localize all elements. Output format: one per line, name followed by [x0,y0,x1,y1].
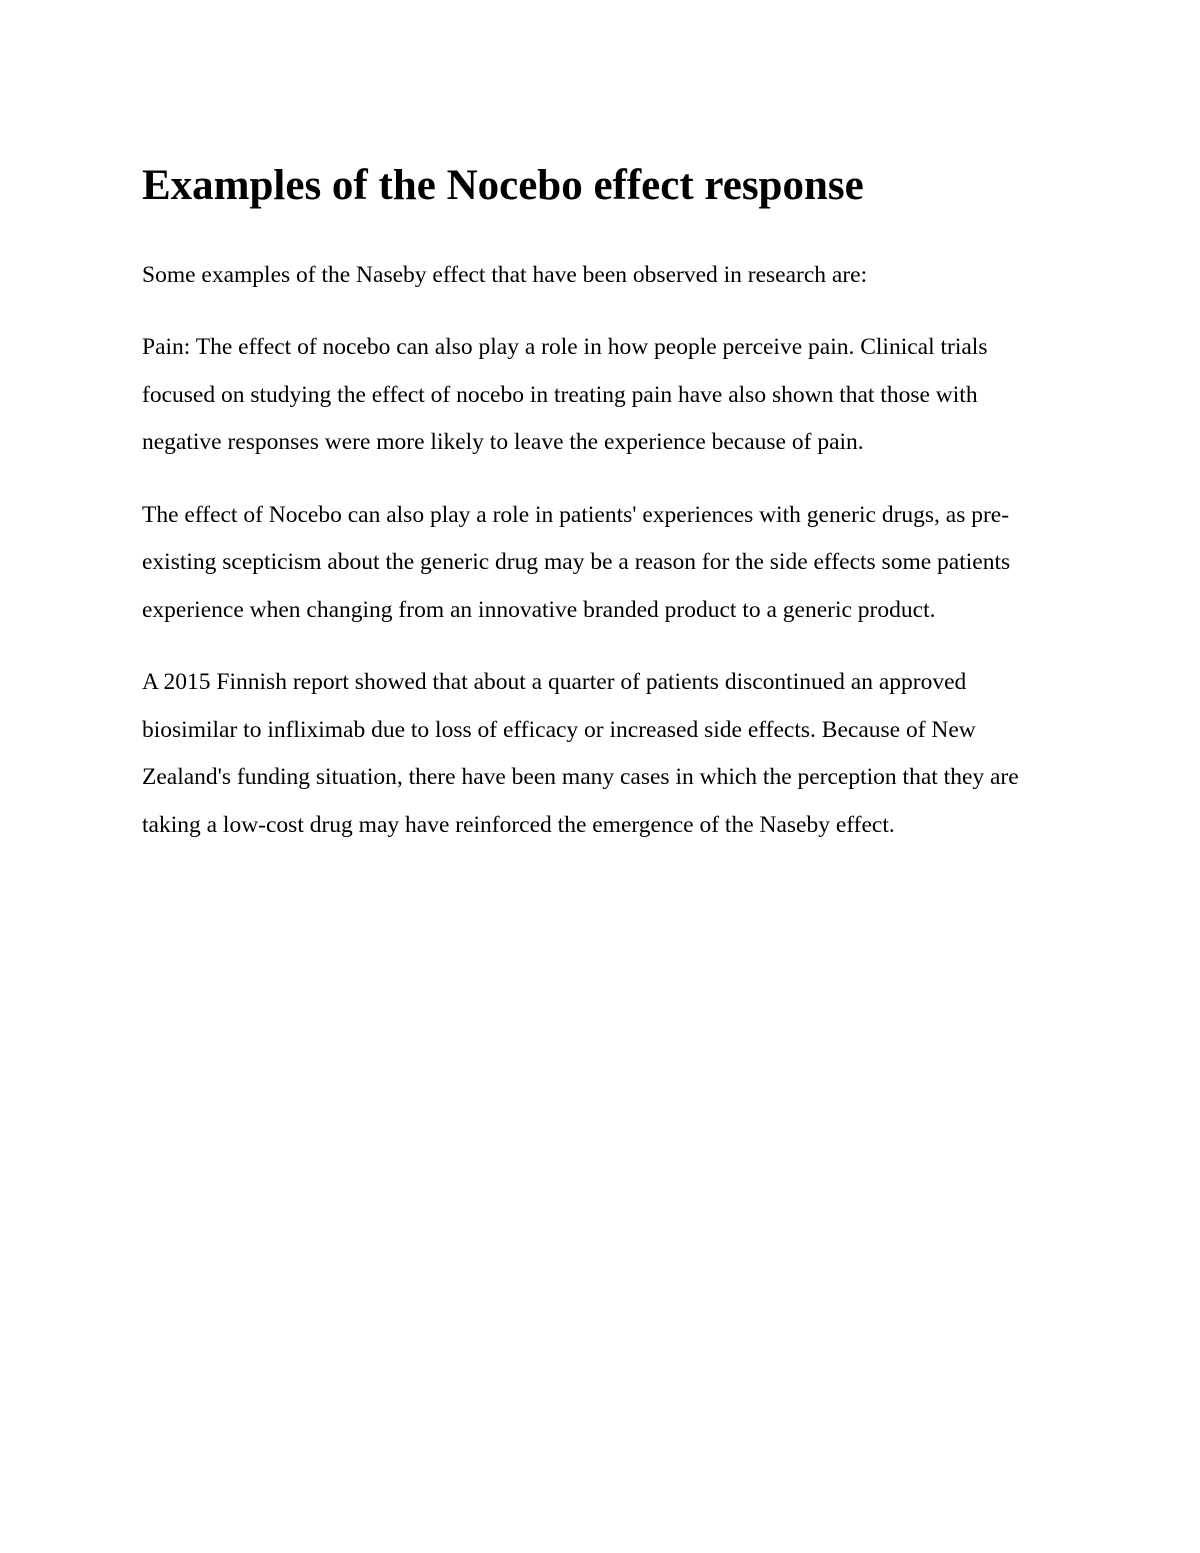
paragraph-intro: Some examples of the Naseby effect that have been observed in research are: [142,261,868,288]
paragraph-generic-drugs: The effect of Nocebo can also play a role in patients' experiences with generic drugs, as pre-existing scepticism about the generic drug may be a reason for the side effects some patients experience when changing from an innovative branded product to a generic product. [142,501,1011,623]
document-page [142,160,1062,874]
paragraph-finnish-report: A 2015 Finnish report showed that about a quarter of patients discontinued an approved biosimilar to infliximab due to loss of efficacy or increased side effects. Because of New Zealand's funding situation, there have been many cases in which the perception that they are taking a low-cost drug may have reinforced the emergence of the Naseby effect. [142,669,1019,838]
document-title: Examples of the Nocebo effect response [142,162,864,209]
paragraph-pain: Pain: The effect of nocebo can also play a role in how people perceive pain. Clinical trials focused on studying the effect of nocebo in treating pain have also shown that those with negative responses were more likely to leave the experience because of pain. [142,334,988,456]
